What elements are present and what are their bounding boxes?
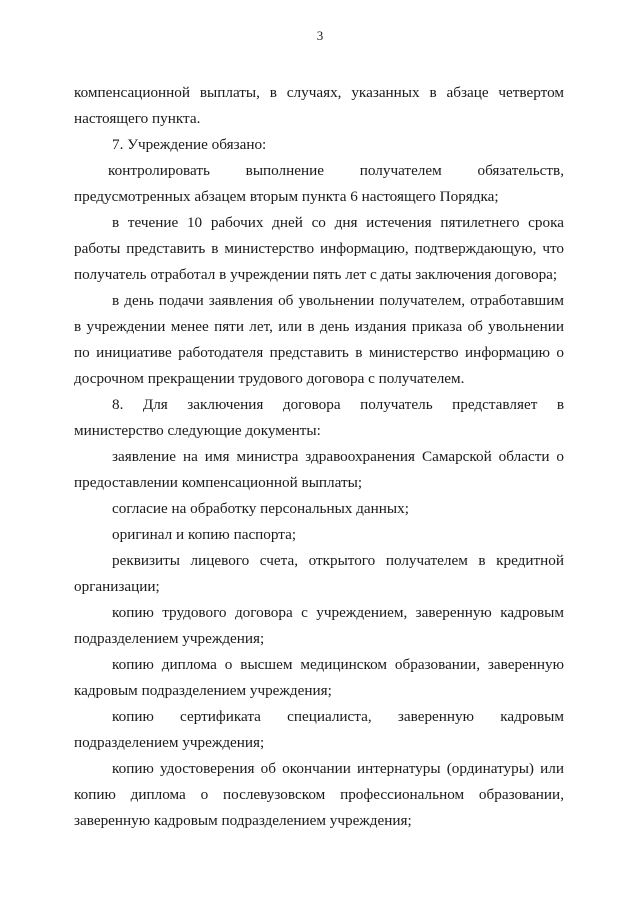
text-line: заявление на имя министра здравоохранения Самарской области о [112,448,564,465]
text-line: работы представить в министерство информацию, подтверждающую, что [74,240,564,257]
text-line: копию удостоверения об окончании интернатуры (ординатуры) или [112,760,564,777]
text-line: подразделением учреждения; [74,734,265,751]
text-line: в учреждении менее пяти лет, или в день издания приказа об увольнении [74,318,564,335]
text-line: предусмотренных абзацем вторым пункта 6 настоящего Порядка; [74,188,499,205]
text-line: копию сертификата специалиста, заверенную кадровым [112,708,564,725]
text-line: в день подачи заявления об увольнении получателем, отработавшим [112,292,564,309]
text-line: оригинал и копию паспорта; [112,526,297,543]
text-line: копию диплома о послевузовском профессиональном образовании, [74,786,564,803]
text-line: копию диплома о высшем медицинском образовании, заверенную [112,656,564,673]
text-line: подразделением учреждения; [74,630,265,647]
text-line: согласие на обработку персональных данных; [112,500,409,517]
text-line: копию трудового договора с учреждением, заверенную кадровым [112,604,564,621]
text-line: компенсационной выплаты, в случаях, указанных в абзаце четвертом [74,84,564,101]
page-number: 3 [316,28,324,43]
text-line: заверенную кадровым подразделением учреждения; [74,812,412,829]
text-line: контролировать выполнение получателем обязательств, [108,162,564,179]
text-line: по инициативе работодателя представить в министерство информацию о [74,344,564,361]
text-line: в течение 10 рабочих дней со дня истечения пятилетнего срока [112,214,564,231]
text-line: настоящего пункта. [74,110,201,127]
text-line: 7. Учреждение обязано: [112,136,267,153]
text-line: досрочном прекращении трудового договора с получателем. [74,370,465,387]
text-line: получатель отработал в учреждении пять лет с даты заключения договора; [74,266,558,283]
text-line: 8. Для заключения договора получатель представляет в [112,396,564,413]
text-line: предоставлении компенсационной выплаты; [74,474,363,491]
text-line: реквизиты лицевого счета, открытого получателем в кредитной [112,552,564,569]
document-body [74,80,564,834]
text-line: министерство следующие документы: [74,422,321,439]
text-line: организации; [74,578,160,595]
text-line: кадровым подразделением учреждения; [74,682,332,699]
